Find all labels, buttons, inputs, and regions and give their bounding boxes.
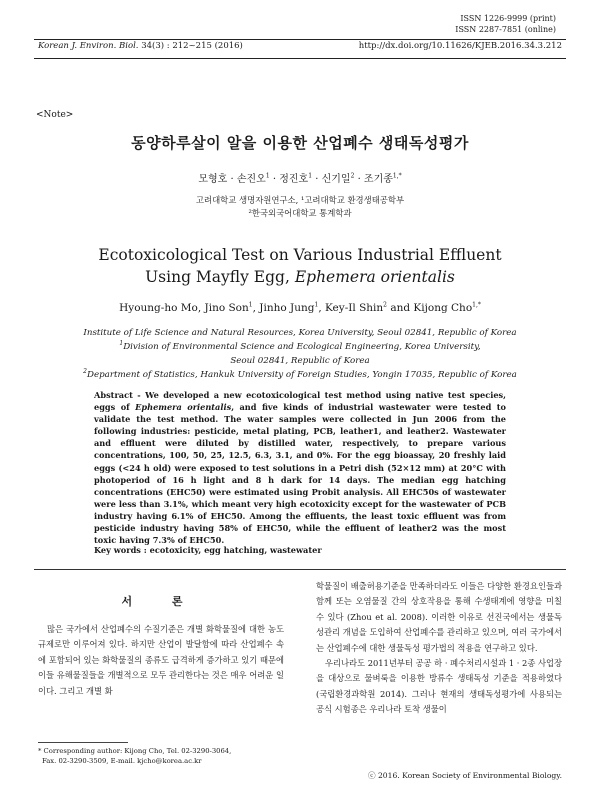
english-title (0, 244, 600, 288)
korean-affiliation-line: 고려대학교 생명자원연구소, ¹고려대학교 환경생태공학부 (195, 195, 405, 205)
journal-citation (38, 41, 243, 51)
issn-block (455, 13, 556, 35)
footnote-rule (38, 742, 128, 743)
english-affiliations (0, 326, 600, 382)
issn-online: ISSN 2287-7851 (online) (455, 25, 556, 34)
english-affiliation-line: Institute of Life Science and Natural Resources, Korea University, Seoul 02841, Republic of Korea (83, 328, 517, 338)
keywords: Key words : ecotoxicity, egg hatching, wastewater (94, 545, 322, 555)
english-affiliation-line: Seoul 02841, Republic of Korea (230, 356, 370, 366)
korean-title: 동양하루살이 알을 이용한 산업폐수 생태독성평가 (131, 134, 469, 152)
section-divider (34, 569, 566, 570)
section-heading-introduction: 서 론 (121, 595, 201, 608)
journal-name: Korean J. Environ. Biol. (38, 41, 139, 51)
korean-affiliation-line: ²한국외국어대학교 통계학과 (248, 208, 352, 218)
korean-authors: 모형호 · 손진오$^1$ · 정진호$^1$ · 신기일$^2$ · 조기종$^{1,*}$ (198, 172, 402, 185)
right-column (316, 579, 562, 718)
journal-issue: 34(3) : 212~215 (2016) (138, 41, 243, 51)
korean-affiliations (0, 194, 600, 220)
doi-link[interactable]: http://dx.doi.org/10.11626/KJEB.2016.34.3.212 (358, 41, 562, 51)
english-title-line: Ecotoxicological Test on Various Industrial Effluent (98, 246, 502, 264)
issn-print: ISSN 1226-9999 (print) (460, 14, 556, 23)
corresponding-author-footnote (38, 746, 231, 766)
english-title-line (0, 266, 600, 288)
body-paragraph: 학물질이 배출허용기준을 만족하더라도 이들은 다양한 환경요인들과 함께 또는 오염물질 간의 상호작용을 통해 수생태계에 영향을 미칠 수 있다 (Zhou et al. 2008). 이러한 이유로 선진국에서는 생물독성관리 개념을 도입하여 산업폐수를 관리하고 있으며, 여러 국가에서는 산업폐수에 대한 생물독성 평가법의 적용을 연구하고 있다. (316, 581, 562, 653)
note-label: <Note> (36, 110, 74, 120)
copyright: ⓒ 2016. Korean Society of Environmental Biology. (367, 771, 562, 780)
abstract: Abstract - We developed a new ecotoxicological test method using native test species, eggs of Ephemera orientalis, and five kinds of industrial wastewater were tested to validate the test method. The water samples were collected in Jun 2006 from the following industries: pesticide, metal plating, PCB, leather1, and leather2. Wastewater and effluent were diluted by distilled water, respectively, to prepare various concentrations, 100, 50, 25, 12.5, 6.3, 3.1, and 0%. For the egg bioassay, 20 freshly laid eggs (<24 h old) were exposed to test solutions in a Petri dish (52×12 mm) at 20°C with photoperiod of 16 h light and 8 h dark for 14 days. The median egg hatching concentrations (EHC50) were estimated using Probit analysis. All EHC50s of wastewater were less than 3.1%, which meant very high ecotoxicity except for the wastewater of PCB industry having 6.1% of EHC50. Among the effluents, the least toxic effluent was from pesticide industry having 58% of EHC50, while the effluent of leather2 was the most toxic having 7.3% of EHC50. (94, 390, 506, 546)
footnote-line: Fax. 02-3290-3509, E-mail. kjcho@korea.ac.kr (42, 757, 202, 765)
english-authors: Hyoung-ho Mo, Jino Son$^1$, Jinho Jung$^1$, Key-Il Shin$^2$ and Kijong Cho$^{1,*}$ (119, 301, 481, 314)
english-title-plain: Using Mayfly Egg, (145, 268, 295, 286)
english-affiliation-line: $^1$Division of Environmental Science and Ecological Engineering, Korea University, (119, 340, 481, 352)
species-name: Ephemera orientalis (294, 268, 455, 286)
english-affiliation-line: $^2$Department of Statistics, Hankuk University of Foreign Studies, Yongin 17035, Republic of Korea (83, 368, 517, 380)
body-paragraph: 많은 국가에서 산업폐수의 수질기준은 개별 화학물질에 대한 농도규제로만 이루어져 있다. 하지만 산업이 발달함에 따라 산업폐수 속에 포함되어 있는 화학물질의 종류도 급격하게 증가하고 있기 때문에 이들 유해물질들을 개별적으로 모두 관리한다는 것은 매우 어려운 일이다. 그리고 개별 화 (38, 624, 284, 696)
left-column (38, 622, 284, 699)
footnote-line: * Corresponding author: Kijong Cho, Tel. 02-3290-3064, (38, 747, 232, 755)
body-paragraph: 우리나라도 2011년부터 공공 하 · 폐수처리시설과 1 · 2종 사업장을 대상으로 물벼룩을 이용한 방류수 생태독성 기준을 적용하였다 (국립환경과학원 2014). 그러나 현재의 생태독성평가에 사용되는 공식 시험종은 우리나라 토착 생물이 (316, 658, 563, 715)
